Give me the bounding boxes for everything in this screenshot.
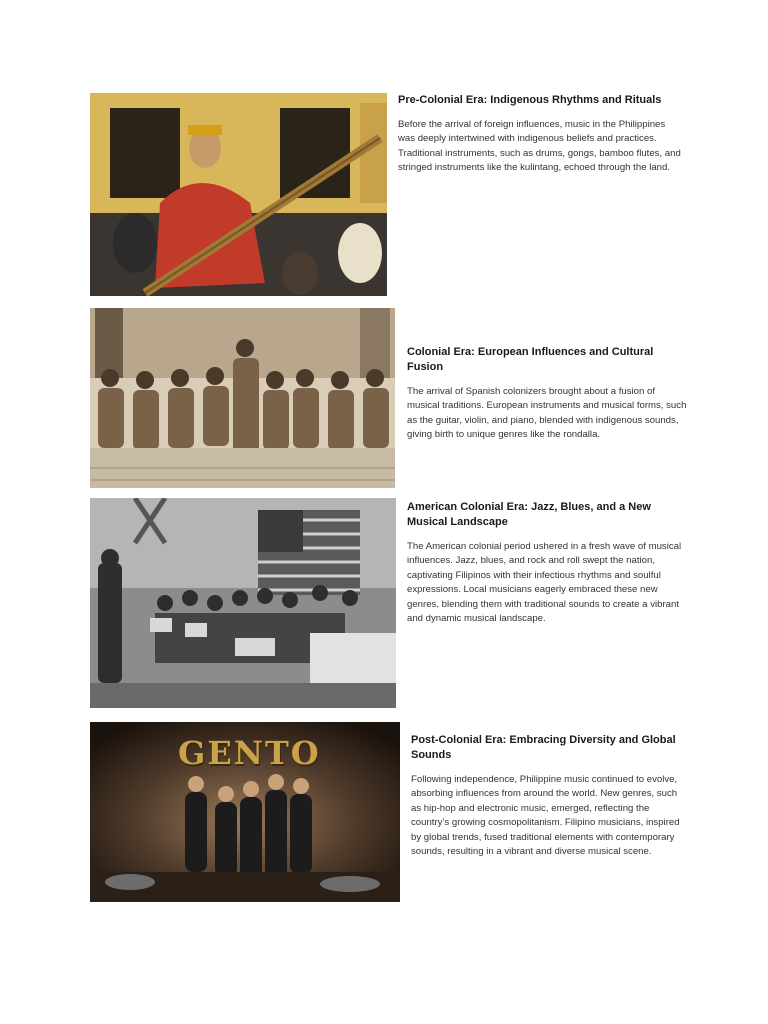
section-body: Before the arrival of foreign influences, music in the Philippines was deeply intertwined with indigenous beliefs and practices. Traditional instruments, such as drums, gongs, bamboo flutes, and stringed instruments like the kulintang, echoed through the land.: [398, 119, 681, 174]
section-heading: American Colonial Era: Jazz, Blues, and a New Musical Landscape: [407, 501, 651, 528]
section-heading: Colonial Era: European Influences and Cultural Fusion: [407, 346, 654, 373]
section-heading: Pre-Colonial Era: Indigenous Rhythms and Rituals: [398, 94, 662, 106]
text-american-colonial: [407, 500, 689, 626]
text-post-colonial: [411, 733, 687, 859]
section-body: Following independence, Philippine music continued to evolve, absorbing influences from around the world. New genres, such as hip-hop and electronic music, emerged, reflecting the country’s growing cosmopolitanism. Filipino musicians, inspired by global trends, fused traditional elements with contemporary sounds, resulting in a vibrant and diverse musical scene.: [411, 774, 680, 858]
text-colonial: [407, 345, 687, 443]
section-body: The American colonial period ushered in a fresh wave of musical influences. Jazz, blues, and rock and roll swept the nation, captivating Filipinos with their infectious rhythms and soulful expressions. Local musicians eagerly embraced these new genres, blending them with traditional sounds to create a vibrant and dynamic musical landscape.: [407, 541, 682, 625]
photo-jazz-band: [90, 498, 396, 708]
photo-indigenous-musician: [90, 93, 387, 296]
text-pre-colonial: [398, 93, 683, 176]
section-body: The arrival of Spanish colonizers brought about a fusion of musical traditions. European instruments and musical forms, such as the guitar, violin, and piano, blended with indigenous sounds, giving birth to unique genres like the rondalla.: [407, 386, 687, 441]
photo-rondalla-ensemble: [90, 308, 395, 488]
section-heading: Post-Colonial Era: Embracing Diversity and Global Sounds: [411, 734, 676, 761]
photo-modern-band: [90, 722, 400, 902]
band-logo: GENTO: [178, 734, 321, 772]
